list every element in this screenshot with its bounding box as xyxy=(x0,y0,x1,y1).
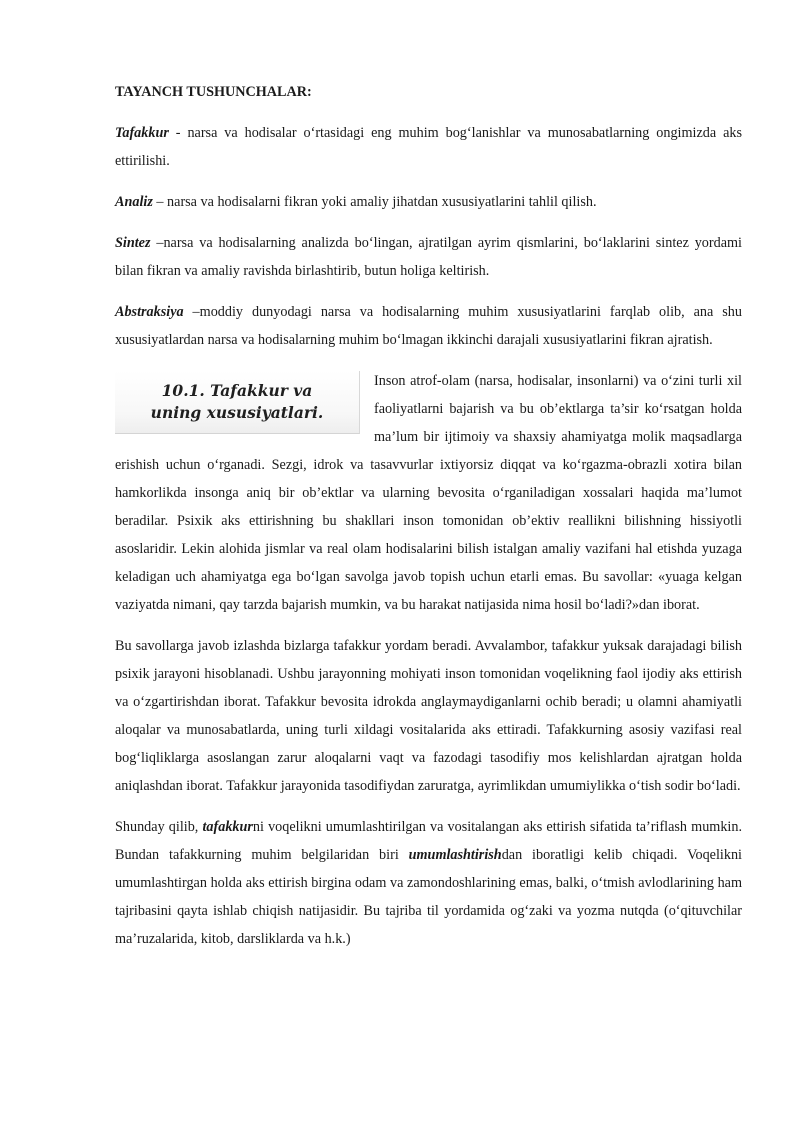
body-paragraph-1: Inson atrof-olam (narsa, hodisalar, insonlarni) va o‘zini turli xil faoliyatlarni bajarish va bu ob’ektlarga ta’sir ko‘rsatgan holda ma’lum bir ijtimoiy va shaxsiy ahamiyatga molik maqsadlarga erishish uchun o‘rganadi. Sezgi, idrok va tasavvurlar ixtiyorsiz diqqat va ko‘rgazma-obrazli xotira bilan hamkorlikda insonga aniq bir ob’ektlar va ularning bevosita o‘rganiladigan xossalari haqida ma’lumot beradilar. Psixik aks ettirishning bu shakllari inson tomonidan ob’ektiv reallikni bilishning hissiyotli asoslaridir. Lekin alohida jismlar va real olam hodisalarini bilish istalgan amaliy vazifani hal etishda yuzaga keladigan uch ahamiyatga ega bo‘lgan savolga javob topish uchun etarli emas. Bu savollar: «yuaga kelgan vaziyatda nimani, qay tarzda bajarish mumkin, va bu harakat natijasida nima hosil bo‘ladi?»dan iborat. xyxy=(115,373,742,613)
definition-analiz xyxy=(115,188,742,216)
document-page xyxy=(115,78,742,966)
definition-term: Sintez xyxy=(115,235,151,251)
definition-term: Tafakkur xyxy=(115,125,169,141)
definition-separator: - xyxy=(168,125,188,141)
emphasized-term: tafakkur xyxy=(202,819,253,835)
definition-separator: – xyxy=(183,304,200,320)
body-paragraph-3 xyxy=(115,813,742,953)
definition-text: narsa va hodisalar o‘rtasidagi eng muhim bog‘lanishlar va munosabatlarning ongimizda aks ettirilishi. xyxy=(115,125,742,169)
definition-tafakkur xyxy=(115,119,742,175)
paragraph-text: ni voqelikni umumlashtirilgan va vositalangan aks ettirish sifatida ta’riflash mumkin. Bundan tafakkurning muhim belgilaridan biri xyxy=(115,819,742,863)
section-title-box xyxy=(115,371,360,434)
definition-term: Abstraksiya xyxy=(115,304,184,320)
definition-text: moddiy dunyodagi narsa va hodisalarning muhim xususiyatlarini farqlab olib, ana shu xususiyatlardan narsa va hodisalarning muhim bo‘lmagan ikkinchi darajali xususiyatlarini fikran ajratish. xyxy=(115,304,742,348)
definition-text: narsa va hodisalarning analizda bo‘lingan, ajratilgan ayrim qismlarini, bo‘laklarini sintez yordami bilan fikran va amaliy ravishda birlashtirib, butun holiga keltirish. xyxy=(115,235,742,279)
definition-sintez xyxy=(115,229,742,285)
definition-term: Analiz xyxy=(115,194,153,210)
section-title: 10.1. Tafakkur va uning xususiyatlari. xyxy=(150,381,324,422)
definition-abstraksiya xyxy=(115,298,742,354)
paragraph-text: dan iboratligi kelib chiqadi. Voqelikni umumlashtirgan holda aks ettirish birgina odam va zamondoshlarining emas, balki, o‘tmish avlodlarining ham tajribasini qayta ishlab chiqish natijasidir. Bu tajriba til yordamida og‘zaki va yozma nutqda (o‘qituvchilar ma’ruzalarida, kitob, darsliklarda va h.k.) xyxy=(115,847,742,947)
definition-text: narsa va hodisalarni fikran yoki amaliy jihatdan xususiyatlarini tahlil qilish. xyxy=(167,194,597,210)
paragraph-text: Shunday qilib, xyxy=(115,819,203,835)
definition-separator: – xyxy=(152,194,168,210)
key-concepts-heading: TAYANCH TUSHUNCHALAR: xyxy=(115,84,312,100)
definition-separator: – xyxy=(150,235,164,251)
body-paragraph-2: Bu savollarga javob izlashda bizlarga tafakkur yordam beradi. Avvalambor, tafakkur yuksak darajadagi bilish psixik jarayoni hisoblanadi. Ushbu jarayonning mohiyati inson tomonidan voqelikning faol ijodiy aks ettirish va o‘zgartirishdan iborat. Tafakkur bevosita idrokda anglaymaydiganlarni ochib beradi; u olamni ahamiyatli aloqalar va munosabatlarda, uning turli xildagi vositalarida aks ettiradi. Tafakkurning asosiy vazifasi real bog‘liqliklarga asoslangan zarur aloqalarni vaqt va fazodagi tasodifiy mos kelishlardan ajratgan holda aniqlashdan iborat. Tafakkur jarayonida tasodifiydan zaruratga, ayrimlikdan umumiylikka o‘tish sodir bo‘ladi. xyxy=(115,638,742,794)
emphasized-term: umumlashtirish xyxy=(408,847,502,863)
